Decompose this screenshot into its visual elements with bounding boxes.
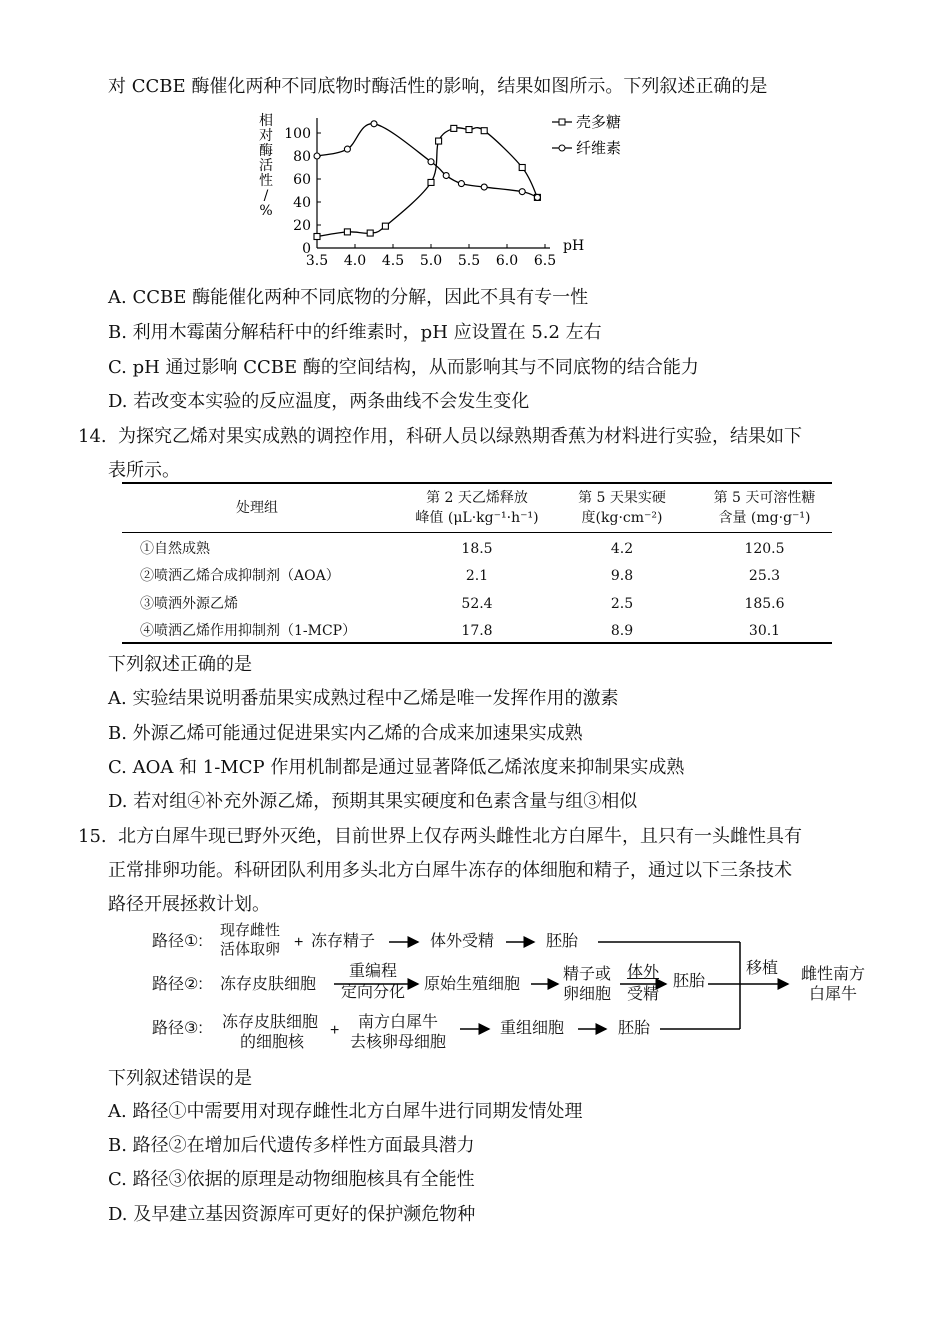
data-point-square bbox=[466, 127, 472, 133]
header-c2-line1: 第 5 天果实硬 bbox=[578, 490, 666, 506]
path1-ivf: 体外受精 bbox=[430, 933, 495, 950]
path2-arrow2-bottom: 受精 bbox=[626, 986, 659, 1003]
row-value: 2.1 bbox=[465, 568, 489, 584]
q14-stem-line2: 表所示。 bbox=[108, 460, 180, 481]
path2-embryo: 胚胎 bbox=[673, 973, 706, 990]
q13-option-c: C. pH 通过影响 CCBE 酶的空间结构，从而影响其与不同底物的结合能力 bbox=[108, 357, 699, 378]
x-tick-label: 3.5 bbox=[305, 253, 329, 269]
row-value: 30.1 bbox=[748, 623, 781, 639]
q14-stem-line1: 为探究乙烯对果实成熟的调控作用，科研人员以绿熟期香蕉为材料进行实验，结果如下 bbox=[118, 426, 802, 447]
q15-stem-line1: 北方白犀牛现已野外灭绝，目前世界上仅存两头雌性北方白犀牛，且只有一头雌性具有 bbox=[118, 826, 802, 847]
y-axis-label: 相 bbox=[259, 113, 273, 129]
data-point-square bbox=[382, 223, 388, 229]
path1-embryo: 胚胎 bbox=[546, 933, 579, 950]
y-axis-label: / bbox=[263, 188, 269, 204]
data-point-circle bbox=[458, 181, 464, 187]
q15-option-c: C. 路径③依据的原理是动物细胞核具有全能性 bbox=[108, 1169, 475, 1190]
data-point-square bbox=[451, 125, 457, 131]
path3-oocyte-line2: 去核卵母细胞 bbox=[350, 1034, 447, 1051]
series-line-1 bbox=[317, 124, 537, 198]
x-tick-label: 6.0 bbox=[495, 253, 519, 269]
path3-oocyte-line1: 南方白犀牛 bbox=[358, 1014, 439, 1031]
data-point-square bbox=[344, 229, 350, 235]
row-value: 17.8 bbox=[461, 623, 493, 639]
header-c2-line2: 度(kg·cm⁻²) bbox=[581, 510, 663, 526]
x-tick-label: 6.5 bbox=[533, 253, 557, 269]
data-point-square bbox=[428, 179, 434, 185]
result-line2: 白犀牛 bbox=[808, 986, 857, 1003]
q15-option-d: D. 及早建立基因资源库可更好的保护濒危物种 bbox=[108, 1204, 476, 1225]
legend-label: 壳多糖 bbox=[576, 113, 622, 131]
row-value: 120.5 bbox=[744, 541, 785, 557]
data-point-square bbox=[436, 138, 442, 144]
series-line-0 bbox=[317, 128, 537, 237]
header-c1-line2: 峰值 (μL·kg⁻¹·h⁻¹) bbox=[415, 510, 539, 526]
q15-option-a: A. 路径①中需要用对现存雌性北方白犀牛进行同期发情处理 bbox=[108, 1101, 583, 1122]
path1-label: 路径①: bbox=[152, 933, 203, 950]
data-point-circle bbox=[314, 153, 320, 159]
y-tick-label: 0 bbox=[302, 241, 311, 257]
path3-label: 路径③: bbox=[152, 1020, 203, 1037]
y-axis-label: 性 bbox=[259, 173, 273, 189]
path2-germ-cells: 原始生殖细胞 bbox=[424, 976, 521, 993]
row-value: 18.5 bbox=[461, 541, 493, 557]
data-point-square bbox=[367, 230, 373, 236]
q15-prompt: 下列叙述错误的是 bbox=[108, 1068, 252, 1089]
table-row bbox=[122, 617, 832, 645]
row-value: 2.5 bbox=[610, 596, 634, 612]
transplant-label: 移植 bbox=[746, 960, 779, 977]
data-point-square bbox=[314, 234, 320, 240]
row-value: 9.8 bbox=[610, 568, 634, 584]
data-point-circle bbox=[344, 146, 350, 152]
x-tick-label: 5.5 bbox=[457, 253, 481, 269]
q13-intro: 对 CCBE 酶催化两种不同底物时酶活性的影响，结果如图所示。下列叙述正确的是 bbox=[108, 76, 768, 97]
q13-option-b: B. 利用木霉菌分解秸秆中的纤维素时，pH 应设置在 5.2 左右 bbox=[108, 322, 602, 343]
path2-gamete-line1: 精子或 bbox=[563, 966, 612, 983]
q13-option-d: D. 若改变本实验的反应温度，两条曲线不会发生变化 bbox=[108, 391, 530, 412]
header-c3-line1: 第 5 天可溶性糖 bbox=[713, 490, 816, 506]
header-c3-line2: 含量 (mg·g⁻¹) bbox=[718, 510, 811, 526]
path1-sperm: 冻存精子 bbox=[311, 933, 376, 950]
table-bottom-rule bbox=[122, 642, 832, 644]
header-c1-line1: 第 2 天乙烯释放 bbox=[426, 490, 528, 506]
path3-nucleus-line2: 的细胞核 bbox=[240, 1034, 305, 1051]
path2-label: 路径②: bbox=[152, 976, 203, 993]
path1-source-line1: 现存雌性 bbox=[220, 922, 281, 939]
data-point-square bbox=[519, 165, 525, 171]
q14-option-c: C. AOA 和 1-MCP 作用机制都是通过显著降低乙烯浓度来抑制果实成熟 bbox=[108, 757, 685, 778]
q14-option-a: A. 实验结果说明番茄果实成熟过程中乙烯是唯一发挥作用的激素 bbox=[108, 688, 619, 709]
path1-source-line2: 活体取卵 bbox=[220, 941, 281, 958]
table-row bbox=[122, 590, 832, 618]
q15-number: 15. bbox=[78, 826, 107, 847]
enzyme-activity-chart bbox=[250, 108, 650, 273]
data-point-square bbox=[481, 128, 487, 134]
q14-option-d: D. 若对组④补充外源乙烯，预期其果实硬度和色素含量与组③相似 bbox=[108, 791, 638, 812]
path3-recombinant-cell: 重组细胞 bbox=[500, 1020, 565, 1037]
result-line1: 雌性南方 bbox=[800, 966, 865, 983]
data-point-circle bbox=[443, 173, 449, 179]
row-value: 185.6 bbox=[744, 596, 785, 612]
row-value: 25.3 bbox=[748, 568, 781, 584]
row-group: ③喷洒外源乙烯 bbox=[140, 596, 238, 612]
path2-arrow-bottom: 定向分化 bbox=[340, 984, 405, 1001]
table-row bbox=[122, 562, 832, 590]
row-value: 4.2 bbox=[610, 541, 634, 557]
path2-arrow2-top: 体外 bbox=[626, 964, 659, 981]
path3-embryo: 胚胎 bbox=[618, 1020, 651, 1037]
data-point-circle bbox=[534, 194, 540, 200]
row-value: 52.4 bbox=[461, 596, 493, 612]
legend-label: 纤维素 bbox=[576, 139, 622, 157]
x-tick-label: 5.0 bbox=[419, 253, 443, 269]
y-axis-label: % bbox=[259, 203, 273, 219]
legend-marker bbox=[559, 119, 565, 125]
q14-number: 14. bbox=[78, 426, 107, 447]
row-group: ④喷洒乙烯作用抑制剂（1-MCP） bbox=[140, 623, 357, 639]
path1-plus: + bbox=[294, 934, 304, 951]
table-row bbox=[122, 535, 832, 563]
path2-skin-cells: 冻存皮肤细胞 bbox=[220, 976, 317, 993]
y-tick-label: 60 bbox=[293, 172, 311, 188]
y-tick-label: 100 bbox=[284, 126, 311, 142]
q14-prompt: 下列叙述正确的是 bbox=[108, 654, 252, 675]
q14-option-b: B. 外源乙烯可能通过促进果实内乙烯的合成来加速果实成熟 bbox=[108, 723, 583, 744]
data-point-circle bbox=[481, 184, 487, 190]
y-axis-label: 对 bbox=[259, 128, 273, 144]
data-point-circle bbox=[428, 159, 434, 165]
row-group: ②喷洒乙烯合成抑制剂（AOA） bbox=[140, 568, 340, 584]
q15-stem-line2: 正常排卵功能。科研团队利用多头北方白犀牛冻存的体细胞和精子，通过以下三条技术 bbox=[108, 860, 792, 881]
path3-plus: + bbox=[330, 1022, 340, 1039]
row-value: 8.9 bbox=[610, 623, 634, 639]
y-axis-label: 酶 bbox=[259, 143, 273, 159]
path3-nucleus-line1: 冻存皮肤细胞 bbox=[222, 1014, 319, 1031]
q15-stem-line3: 路径开展拯救计划。 bbox=[108, 894, 270, 915]
data-point-circle bbox=[371, 121, 377, 127]
header-group: 处理组 bbox=[236, 500, 278, 516]
path2-arrow-top: 重编程 bbox=[348, 963, 397, 980]
x-tick-label: 4.5 bbox=[381, 253, 405, 269]
table-header bbox=[122, 482, 832, 533]
data-point-circle bbox=[519, 189, 525, 195]
y-tick-label: 40 bbox=[293, 195, 311, 211]
x-tick-label: 4.0 bbox=[343, 253, 367, 269]
y-tick-label: 20 bbox=[293, 218, 311, 234]
legend-marker bbox=[559, 145, 565, 151]
path2-gamete-line2: 卵细胞 bbox=[563, 986, 612, 1003]
q13-option-a: A. CCBE 酶能催化两种不同底物的分解，因此不具有专一性 bbox=[108, 287, 589, 308]
x-axis-label: pH bbox=[563, 238, 585, 254]
y-tick-label: 80 bbox=[293, 149, 311, 165]
y-axis-label: 活 bbox=[259, 158, 273, 174]
q15-option-b: B. 路径②在增加后代遗传多样性方面最具潜力 bbox=[108, 1135, 475, 1156]
row-group: ①自然成熟 bbox=[140, 541, 210, 557]
